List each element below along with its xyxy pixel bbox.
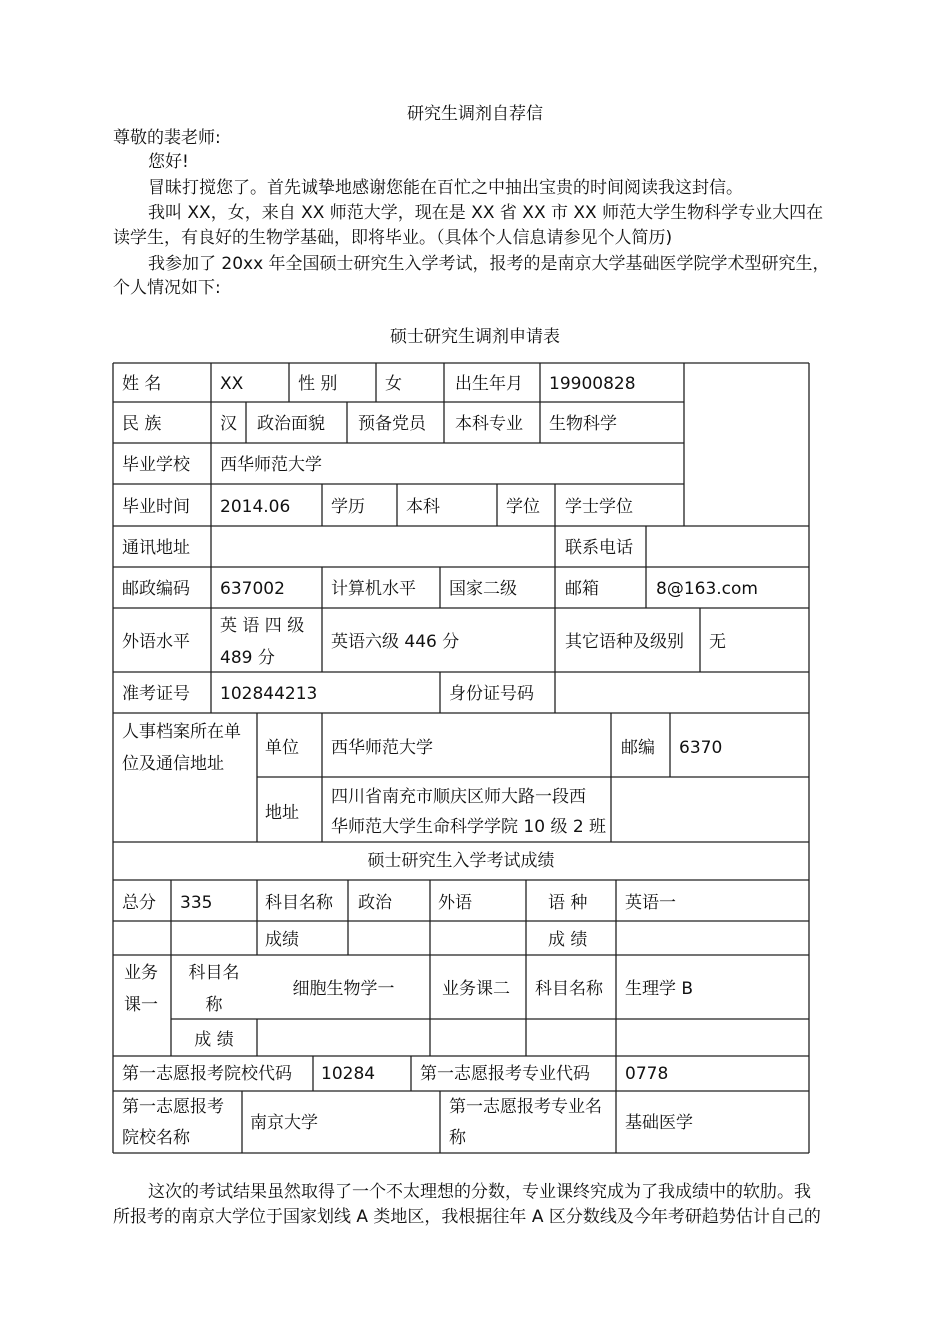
first-major-value: 基础医学 [625, 1113, 693, 1133]
birth-value: 19900828 [549, 374, 636, 394]
major-label: 本科专业 [455, 414, 523, 434]
edu-value: 本科 [406, 497, 440, 517]
biz2-label: 业务课二 [442, 979, 510, 999]
langtype-value: 英语一 [625, 893, 676, 913]
cet4-line-2: 489 分 [220, 648, 275, 668]
computer-value: 国家二级 [449, 579, 517, 599]
cet4-line-1: 英 语 四 级 [220, 616, 305, 636]
name-label: 姓 名 [122, 374, 162, 394]
paragraph-1: 冒昧打搅您了。首先诚挚地感谢您能在百忙之中抽出宝贵的时间阅读我这封信。 [148, 178, 743, 198]
biz1-score-label: 成 绩 [194, 1030, 234, 1050]
ethnic-value: 汉 [220, 414, 237, 434]
postcode-value: 637002 [220, 579, 285, 599]
first-major-code-value: 0778 [625, 1064, 669, 1084]
scores-title: 硕士研究生入学考试成绩 [367, 851, 555, 871]
salutation: 尊敬的裴老师: [113, 128, 221, 148]
first-major-label-line-2: 称 [449, 1128, 466, 1148]
greeting: 您好! [148, 152, 189, 172]
email-label: 邮箱 [565, 579, 599, 599]
archive-label-line-2: 位及通信地址 [122, 754, 224, 774]
first-code-value: 10284 [321, 1064, 376, 1084]
biz1-value: 细胞生物学一 [292, 979, 395, 999]
political-value: 预备党员 [358, 414, 426, 434]
lang-label: 外语水平 [122, 632, 190, 652]
degree-value: 学士学位 [565, 497, 633, 517]
birth-label: 出生年月 [455, 374, 523, 394]
school-label: 毕业学校 [122, 455, 190, 475]
biz2-value: 生理学 B [625, 979, 694, 999]
zip-label: 邮编 [621, 738, 655, 758]
archive-label-line-1: 人事档案所在单 [122, 722, 241, 742]
subject-label: 科目名称 [265, 893, 333, 913]
school-value: 西华师范大学 [220, 455, 322, 475]
addr-line-1: 四川省南充市顺庆区师大路一段西 [331, 787, 586, 807]
otherlang-value: 无 [709, 632, 726, 652]
phone-label: 联系电话 [565, 538, 633, 558]
political-label: 政治面貌 [257, 414, 325, 434]
examno-value: 102844213 [220, 684, 318, 704]
cet6-value: 英语六级 446 分 [331, 632, 460, 652]
score-label-2: 成 绩 [548, 930, 588, 950]
biz2-subject-label: 科目名称 [535, 979, 603, 999]
politics-label: 政治 [358, 893, 392, 913]
langtype-label: 语 种 [548, 893, 588, 913]
subj-label-line-1: 科目名 [188, 963, 240, 983]
examno-label: 准考证号 [122, 684, 190, 704]
addr-line-2: 华师范大学生命科学学院 10 级 2 班 [331, 817, 607, 837]
unit-label: 单位 [265, 738, 299, 758]
name-value: XX [220, 374, 244, 394]
paragraph-3-line-1: 我参加了 20xx 年全国硕士研究生入学考试，报考的是南京大学基础医学院学术型研究生， [148, 254, 830, 274]
total-label: 总分 [122, 893, 156, 913]
foreign-label: 外语 [438, 893, 472, 913]
first-school-value: 南京大学 [250, 1113, 318, 1133]
letter-title: 研究生调剂自荐信 [407, 104, 543, 124]
addr-label: 地址 [265, 803, 299, 823]
idno-label: 身份证号码 [449, 684, 534, 704]
otherlang-label: 其它语种及级别 [565, 632, 684, 652]
paragraph-3-line-2: 个人情况如下: [113, 278, 221, 298]
score-label: 成绩 [265, 930, 299, 950]
gradtime-value: 2014.06 [220, 497, 291, 517]
paragraph-4-line-1: 这次的考试结果虽然取得了一个不太理想的分数，专业课终究成为了我成绩中的软肋。我 [148, 1182, 811, 1202]
gradtime-label: 毕业时间 [122, 497, 190, 517]
biz1-label-line-2: 课一 [124, 995, 158, 1015]
first-school-label-line-2: 院校名称 [122, 1128, 190, 1148]
unit-value: 西华师范大学 [331, 738, 433, 758]
paragraph-2-line-1: 我叫 XX，女，来自 XX 师范大学，现在是 XX 省 XX 市 XX 师范大学生物科学专业大四在 [148, 203, 824, 223]
email-value: 8@163.com [656, 579, 758, 599]
gender-value: 女 [385, 374, 402, 394]
paragraph-2-line-2: 读学生，有良好的生物学基础，即将毕业。（具体个人信息请参见个人简历) [113, 228, 673, 248]
computer-label: 计算机水平 [331, 579, 416, 599]
degree-label: 学位 [506, 497, 540, 517]
first-major-label-line-1: 第一志愿报考专业名 [449, 1097, 602, 1117]
postcode-label: 邮政编码 [122, 579, 190, 599]
edu-label: 学历 [331, 497, 365, 517]
first-code-label: 第一志愿报考院校代码 [122, 1064, 292, 1084]
ethnic-label: 民 族 [122, 414, 162, 434]
total-value: 335 [180, 893, 213, 913]
first-major-code-label: 第一志愿报考专业代码 [420, 1064, 590, 1084]
zip-value: 6370 [679, 738, 723, 758]
form-title: 硕士研究生调剂申请表 [390, 327, 560, 347]
subj-label-line-2: 称 [205, 995, 223, 1015]
first-school-label-line-1: 第一志愿报考 [122, 1097, 224, 1117]
biz1-label-line-1: 业务 [124, 963, 158, 983]
address-label: 通讯地址 [122, 538, 190, 558]
gender-label: 性 别 [298, 374, 338, 394]
major-value: 生物科学 [549, 414, 617, 434]
paragraph-4-line-2: 所报考的南京大学位于国家划线 A 类地区，我根据往年 A 区分数线及今年考研趋势估计自己的 [113, 1207, 821, 1227]
